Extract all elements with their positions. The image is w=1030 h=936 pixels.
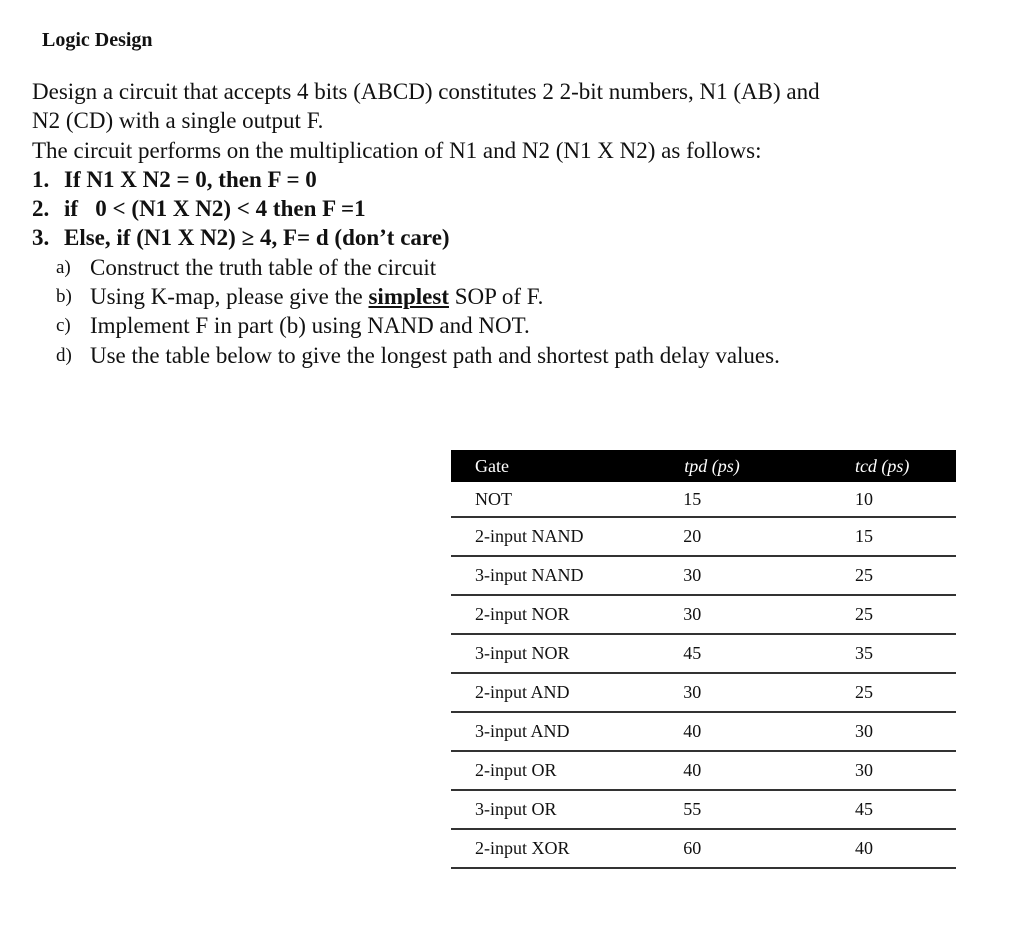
table-cell: 15 [808, 517, 956, 556]
gate-delay-table [451, 450, 956, 869]
table-row [451, 751, 956, 790]
table-cell: NOT [451, 482, 657, 517]
problem-statement [32, 77, 992, 370]
table-row [451, 595, 956, 634]
table-cell: 45 [808, 790, 956, 829]
table-cell: 30 [657, 556, 808, 595]
table-cell: 30 [808, 712, 956, 751]
table-cell: 3-input AND [451, 712, 657, 751]
table-cell: 40 [657, 712, 808, 751]
conditions-list [32, 165, 992, 253]
task-item: a) Construct the truth table of the circuit [56, 254, 437, 280]
table-cell: 3-input NAND [451, 556, 657, 595]
table-row [451, 673, 956, 712]
table-header-row [451, 450, 956, 482]
col-header-gate: Gate [475, 455, 509, 476]
condition-item: 2. if 0 < (N1 X N2) < 4 then F =1 [32, 196, 366, 222]
table-cell: 3-input OR [451, 790, 657, 829]
table-cell: 25 [808, 673, 956, 712]
condition-item: 3. Else, if (N1 X N2) ≥ 4, F= d (don’t care) [32, 225, 450, 251]
table-cell: 40 [808, 829, 956, 868]
table-row [451, 790, 956, 829]
table-row [451, 556, 956, 595]
table-row [451, 712, 956, 751]
table-cell: 3-input NOR [451, 634, 657, 673]
table-cell: 2-input AND [451, 673, 657, 712]
table-cell: 60 [657, 829, 808, 868]
table-cell: 30 [808, 751, 956, 790]
table-cell: 35 [808, 634, 956, 673]
table-row [451, 482, 956, 517]
table-cell: 45 [657, 634, 808, 673]
table-row [451, 634, 956, 673]
table-row [451, 829, 956, 868]
table-cell: 30 [657, 673, 808, 712]
table-cell: 30 [657, 595, 808, 634]
table-cell: 10 [808, 482, 956, 517]
task-item: c) Implement F in part (b) using NAND and NOT. [56, 313, 530, 339]
table-cell: 20 [657, 517, 808, 556]
table-cell: 2-input NOR [451, 595, 657, 634]
tasks-list [32, 253, 992, 370]
table-row [451, 517, 956, 556]
task-item: d) Use the table below to give the longest path and shortest path delay values. [56, 342, 780, 368]
intro-line-3: The circuit performs on the multiplication of N1 and N2 (N1 X N2) as follows: [32, 137, 762, 163]
table-cell: 2-input OR [451, 751, 657, 790]
col-header-tpd: tpd (ps) [684, 455, 740, 476]
intro-line-1: Design a circuit that accepts 4 bits (ABCD) constitutes 2 2-bit numbers, N1 (AB) and [32, 79, 820, 104]
table-cell: 25 [808, 595, 956, 634]
table-cell: 2-input XOR [451, 829, 657, 868]
condition-item: 1. If N1 X N2 = 0, then F = 0 [32, 166, 317, 192]
table-cell: 15 [657, 482, 808, 517]
page-title: Logic Design [42, 29, 153, 51]
table-cell: 2-input NAND [451, 517, 657, 556]
task-item: b) Using K-map, please give the simplest SOP of F. [56, 284, 544, 310]
table-cell: 25 [808, 556, 956, 595]
table-cell: 55 [657, 790, 808, 829]
col-header-tcd: tcd (ps) [854, 455, 910, 476]
table-cell: 40 [657, 751, 808, 790]
intro-line-2: N2 (CD) with a single output F. [32, 108, 324, 134]
